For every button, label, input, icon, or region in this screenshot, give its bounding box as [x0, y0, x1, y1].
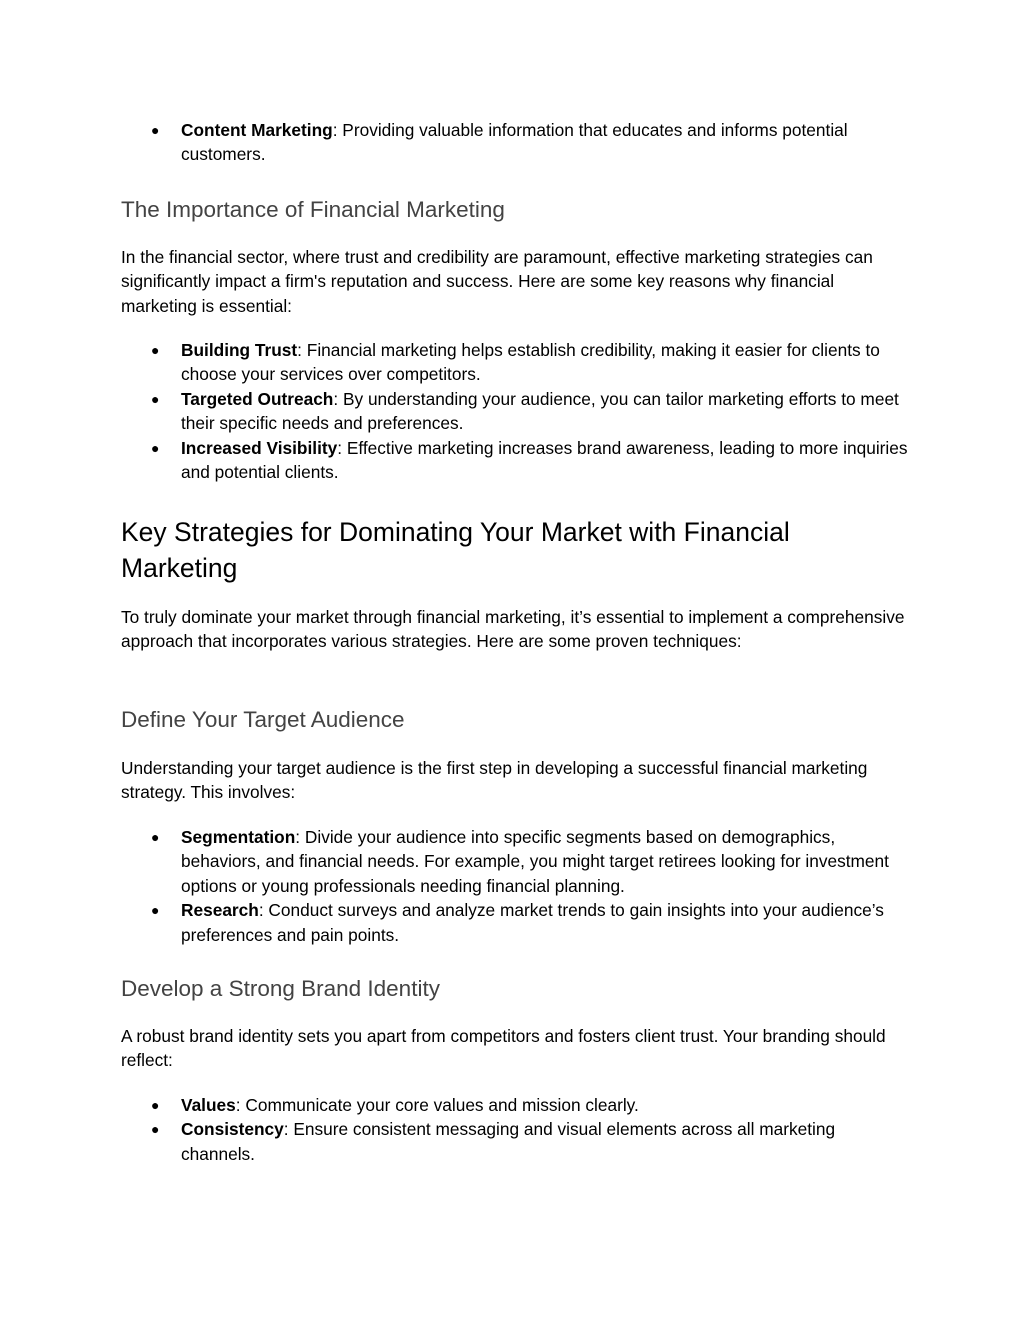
- list-item-term: Research: [181, 900, 259, 921]
- list-item-text: : Divide your audience into specific segments based on demographics, behaviors, and financial needs. For example, you might target retirees looking for investment options or young professionals needing financial planning.: [181, 827, 889, 896]
- list-item-text: : By understanding your audience, you can tailor marketing efforts to meet their specific needs and preferences.: [181, 388, 899, 434]
- bullet-icon: ●: [151, 122, 160, 138]
- section-heading-audience: Define Your Target Audience: [121, 707, 405, 732]
- bullet-icon: ●: [151, 439, 160, 456]
- bullet-icon: ●: [151, 1121, 160, 1138]
- main-heading-strategies: Key Strategies for Dominating Your Market with Financial Marketing: [121, 517, 790, 583]
- list-item-term: Values: [181, 1095, 236, 1115]
- list-item: [121, 1093, 911, 1117]
- section-heading-importance: The Importance of Financial Marketing: [121, 197, 505, 222]
- list-item-term: Increased Visibility: [181, 437, 338, 458]
- brand-paragraph: A robust brand identity sets you apart from competitors and fosters client trust. Your branding should reflect:: [121, 1026, 886, 1071]
- brand-list: [121, 1093, 911, 1166]
- list-item-term: Targeted Outreach: [181, 388, 334, 409]
- list-item-text: : Providing valuable information that educates and informs potential customers.: [181, 120, 848, 165]
- strategies-paragraph: To truly dominate your market through financial marketing, it’s essential to implement a comprehensive approach that incorporates various strategies. Here are some proven techniques:: [121, 607, 905, 652]
- bullet-icon: ●: [151, 390, 160, 407]
- audience-paragraph: Understanding your target audience is the first step in developing a successful financial marketing strategy. This involves:: [121, 758, 868, 803]
- section-heading-brand: Develop a Strong Brand Identity: [121, 976, 440, 1001]
- list-item-text: : Effective marketing increases brand awareness, leading to more inquiries and potential clients.: [181, 437, 908, 483]
- list-item-term: Content Marketing: [181, 120, 333, 140]
- list-item: [121, 436, 911, 485]
- list-item-text: : Communicate your core values and mission clearly.: [235, 1095, 639, 1115]
- list-item-term: Building Trust: [181, 340, 298, 360]
- list-item: [121, 118, 911, 167]
- bullet-icon: ●: [151, 829, 160, 845]
- list-item: [121, 387, 911, 436]
- audience-list: [121, 825, 911, 947]
- list-item-term: Segmentation: [181, 827, 296, 847]
- list-item: [121, 338, 911, 387]
- intro-list: [121, 118, 911, 167]
- bullet-icon: ●: [151, 1097, 160, 1113]
- list-item: [121, 1117, 911, 1166]
- list-item: [121, 898, 911, 947]
- bullet-icon: ●: [151, 902, 160, 919]
- list-item: [121, 825, 911, 898]
- list-item-term: Consistency: [181, 1119, 284, 1140]
- importance-list: [121, 338, 911, 484]
- bullet-icon: ●: [151, 342, 160, 358]
- importance-paragraph: In the financial sector, where trust and credibility are paramount, effective marketing strategies can significantly impact a firm's reputation and success. Here are some key reasons why financial marketing is essential:: [121, 247, 873, 316]
- list-item-text: : Financial marketing helps establish credibility, making it easier for clients to choose your services over competitors.: [181, 340, 880, 385]
- list-item-text: : Ensure consistent messaging and visual elements across all marketing channels.: [181, 1119, 836, 1164]
- list-item-text: : Conduct surveys and analyze market trends to gain insights into your audience’s preferences and pain points.: [181, 900, 884, 945]
